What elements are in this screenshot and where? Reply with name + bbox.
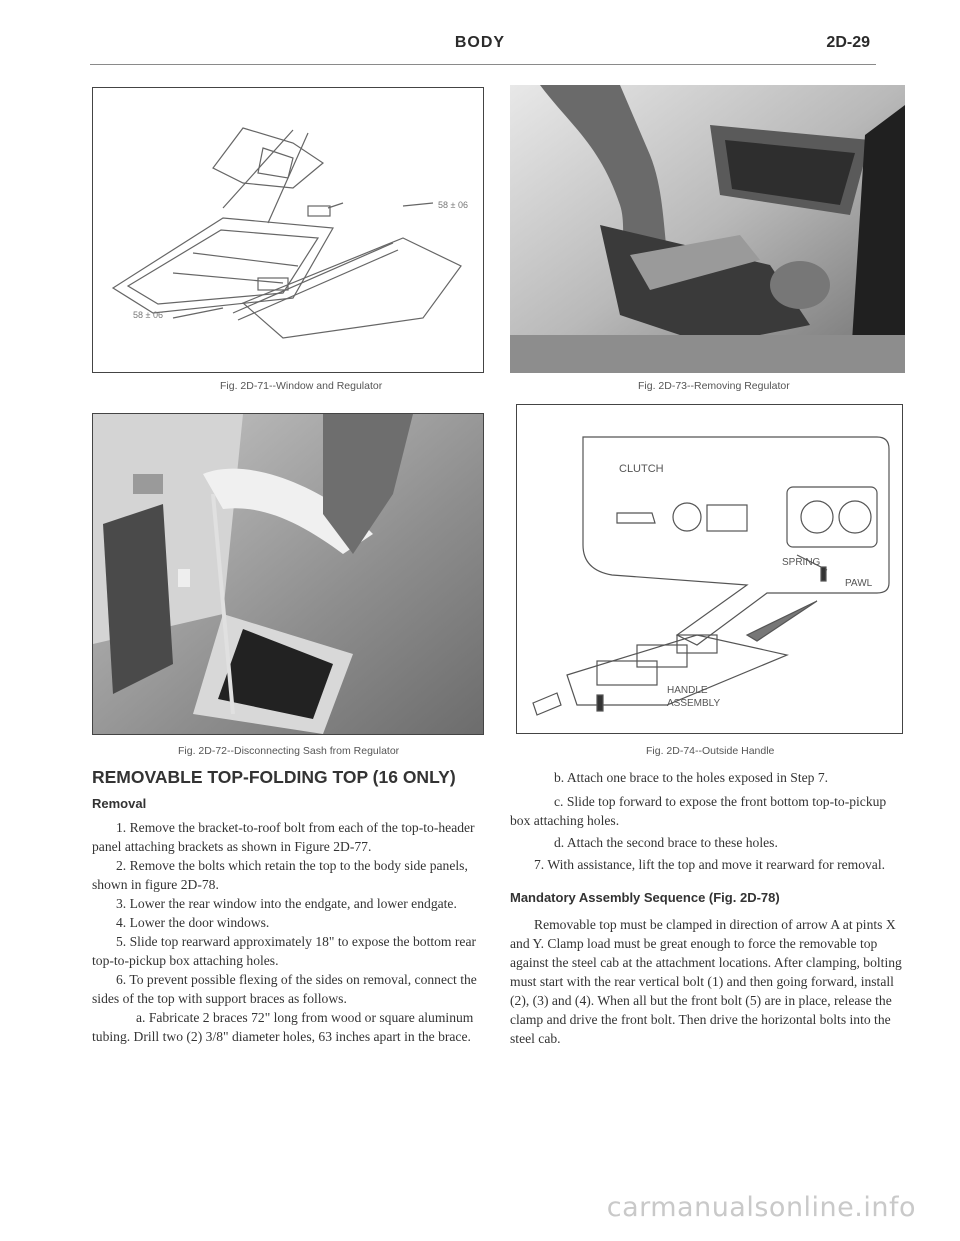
page-title: BODY [454,34,506,51]
dimension-label-lower: 58 ± 06 [133,310,163,320]
figure-outside-handle [516,404,903,734]
figure-caption-71: Fig. 2D-71--Window and Regulator [220,380,383,392]
dimension-label-upper: 58 ± 06 [438,200,468,210]
outside-handle-illustration [517,405,903,734]
removal-step: 4. Lower the door windows. [116,915,270,930]
label-handle: HANDLE [667,685,708,696]
label-assembly: ASSEMBLY [667,698,721,709]
removing-regulator-photo [510,85,905,373]
figure-caption-74: Fig. 2D-74--Outside Handle [646,745,775,757]
subsection-heading-removal: Removal [92,796,147,811]
figure-window-regulator [92,87,484,373]
removal-substep: c. Slide top forward to expose the front bottom top-to-pickup box attaching holes. [510,794,887,828]
removal-step: 1. Remove the bracket-to-roof bolt from each of the top-to-header panel attaching brackets as shown in Figure 2D-77. [92,820,475,854]
removal-substep: a. Fabricate 2 braces 72" long from wood or square aluminum tubing. Drill two (2) 3/8" diameter holes, 63 inches apart in the brace. [92,1010,474,1044]
left-column [92,768,486,1046]
header-rule [90,64,876,65]
disconnecting-sash-photo [93,414,484,735]
removal-substep: b. Attach one brace to the holes exposed in Step 7. [554,770,829,785]
right-column [510,768,904,1048]
removal-substep: d. Attach the second brace to these holes. [554,835,778,850]
assembly-paragraph: Removable top must be clamped in direction of arrow A at pints X and Y. Clamp load must be great enough to force the removable top against the steel cab at the attachment locations. After clamping, bolting must start with the rear vertical bolt (1) and then going forward, install (2), (3) and (4). When all but the front bolt (5) are in place, release the clamp and drive the front bolt. Then drive the horizontal bolts into the steel cab. [510,917,902,1046]
watermark: carmanualsonline.info [606,1192,916,1223]
removal-step: 3. Lower the rear window into the endgate, and lower endgate. [116,896,457,911]
subsection-heading-assembly: Mandatory Assembly Sequence (Fig. 2D-78) [510,890,780,905]
removal-step: 7. With assistance, lift the top and move it rearward for removal. [534,857,886,872]
page-number: 2D-29 [826,34,870,51]
removal-step: 6. To prevent possible flexing of the sides on removal, connect the sides of the top with support braces as follows. [92,972,477,1006]
window-regulator-illustration [93,88,484,373]
label-spring: SPRING [782,557,821,568]
removal-step: 5. Slide top rearward approximately 18" to expose the bottom rear top-to-pickup box attaching holes. [92,934,477,968]
label-clutch: CLUTCH [619,463,664,475]
label-pawl: PAWL [845,578,873,589]
figure-disconnecting-sash [92,413,484,735]
removal-step: 2. Remove the bolts which retain the top to the body side panels, shown in figure 2D-78. [92,858,468,892]
section-heading: REMOVABLE TOP-FOLDING TOP (16 ONLY) [92,767,456,787]
figure-removing-regulator [510,85,905,373]
figure-caption-72: Fig. 2D-72--Disconnecting Sash from Regulator [178,745,400,757]
page-header [90,34,870,60]
figure-caption-73: Fig. 2D-73--Removing Regulator [638,380,790,392]
